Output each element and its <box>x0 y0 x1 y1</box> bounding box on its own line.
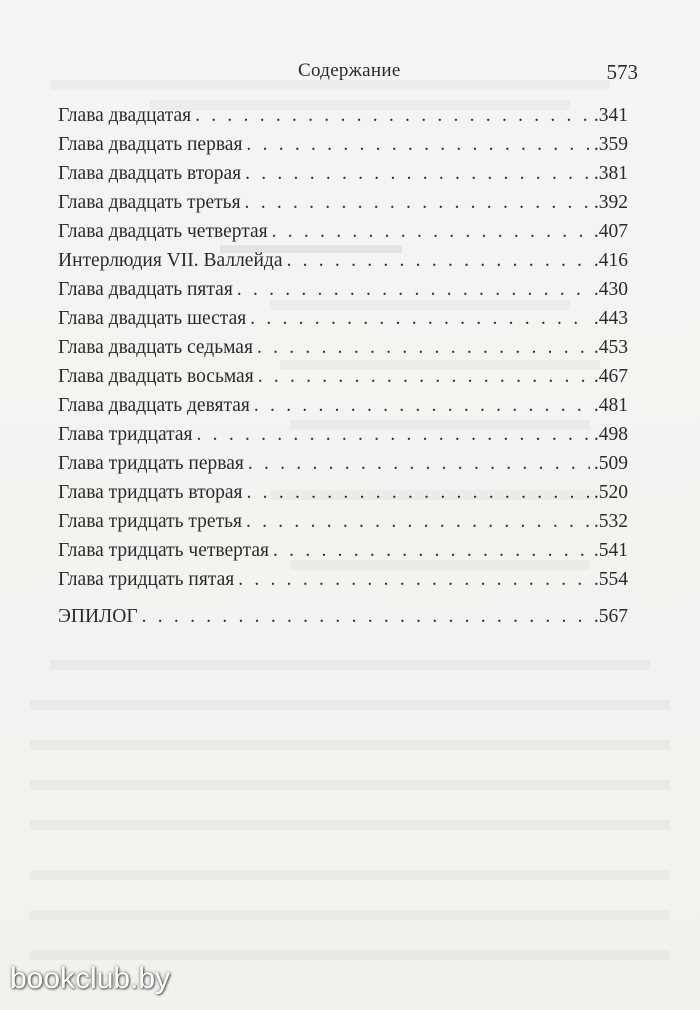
toc-entry-label: Глава тридцатая <box>58 424 193 445</box>
toc-entry-label: Глава тридцать вторая <box>58 482 243 503</box>
toc-entry <box>58 188 628 217</box>
toc-entry-label: Глава двадцать восьмая <box>58 366 254 387</box>
toc-entry-label: Глава тридцать четвертая <box>58 540 270 561</box>
dot-leader <box>257 333 590 362</box>
page-number: 573 <box>606 60 638 84</box>
toc-entry-page: .509 <box>593 453 628 474</box>
show-through-texture: ▬▬▬▬▬▬▬ <box>30 60 700 1010</box>
toc-entry-label: ЭПИЛОГ <box>58 606 138 627</box>
toc-entry-page: .381 <box>593 163 628 184</box>
dot-leader <box>286 246 589 275</box>
toc-entry-label: Глава двадцать девятая <box>58 395 250 416</box>
toc-entry-label: Глава двадцать пятая <box>58 279 233 300</box>
toc-entry <box>58 362 628 391</box>
toc-entry-page: .430 <box>593 279 628 300</box>
table-of-contents <box>58 101 628 631</box>
dot-leader <box>245 188 590 217</box>
toc-entry-page: .359 <box>593 134 628 155</box>
running-head <box>0 60 700 90</box>
toc-entry <box>58 217 628 246</box>
toc-entry-page: .453 <box>593 337 628 358</box>
running-title: Содержание <box>298 60 401 81</box>
dot-leader <box>272 217 590 246</box>
toc-entry <box>58 246 628 275</box>
dot-leader <box>142 602 590 631</box>
toc-entry <box>58 391 628 420</box>
toc-entry <box>58 449 628 478</box>
dot-leader <box>258 362 590 391</box>
toc-entry-page: .392 <box>593 192 628 213</box>
toc-entry <box>58 507 628 536</box>
toc-entry <box>58 101 628 130</box>
dot-leader <box>237 275 590 304</box>
dot-leader <box>250 304 590 333</box>
dot-leader <box>195 101 590 130</box>
dot-leader <box>248 449 590 478</box>
toc-entry <box>58 304 628 333</box>
toc-entry-label: Интерлюдия VII. Валлейда <box>58 250 283 271</box>
dot-leader <box>197 420 590 449</box>
toc-entry <box>58 159 628 188</box>
toc-entry <box>58 536 628 565</box>
toc-entry-label: Глава двадцать четвертая <box>58 221 268 242</box>
dot-leader <box>273 536 590 565</box>
toc-entry-page: .407 <box>593 221 628 242</box>
toc-entry-label: Глава двадцать вторая <box>58 163 242 184</box>
toc-entry <box>58 275 628 304</box>
toc-entry <box>58 420 628 449</box>
dot-leader <box>245 159 590 188</box>
toc-entry <box>58 130 628 159</box>
toc-entry-page: .532 <box>593 511 628 532</box>
toc-entry-page: .341 <box>593 105 628 126</box>
toc-entry-page: .467 <box>593 366 628 387</box>
toc-entry <box>58 565 628 594</box>
toc-entry-label: Глава двадцать шестая <box>58 308 247 329</box>
dot-leader <box>246 130 589 159</box>
toc-entry-label: Глава двадцатая <box>58 105 192 126</box>
toc-entry-page: .541 <box>593 540 628 561</box>
watermark: bookclub.by <box>10 962 171 995</box>
toc-entry-label: Глава тридцать пятая <box>58 569 235 590</box>
toc-entry-page: .567 <box>593 606 628 627</box>
toc-entry <box>58 478 628 507</box>
toc-entry-page: .416 <box>593 250 628 271</box>
toc-entry-label: Глава двадцать первая <box>58 134 243 155</box>
dot-leader <box>254 391 590 420</box>
toc-entry-epilogue <box>58 602 628 631</box>
toc-entry-page: .498 <box>593 424 628 445</box>
toc-entry-page: .481 <box>593 395 628 416</box>
toc-entry-label: Глава двадцать третья <box>58 192 241 213</box>
dot-leader <box>247 478 590 507</box>
toc-entry-label: Глава тридцать третья <box>58 511 242 532</box>
toc-entry-page: .443 <box>593 308 628 329</box>
toc-entry-label: Глава тридцать первая <box>58 453 244 474</box>
toc-entry <box>58 333 628 362</box>
dot-leader <box>246 507 590 536</box>
toc-entry-page: .520 <box>593 482 628 503</box>
toc-entry-label: Глава двадцать седьмая <box>58 337 253 358</box>
dot-leader <box>238 565 590 594</box>
toc-entry-page: .554 <box>593 569 628 590</box>
